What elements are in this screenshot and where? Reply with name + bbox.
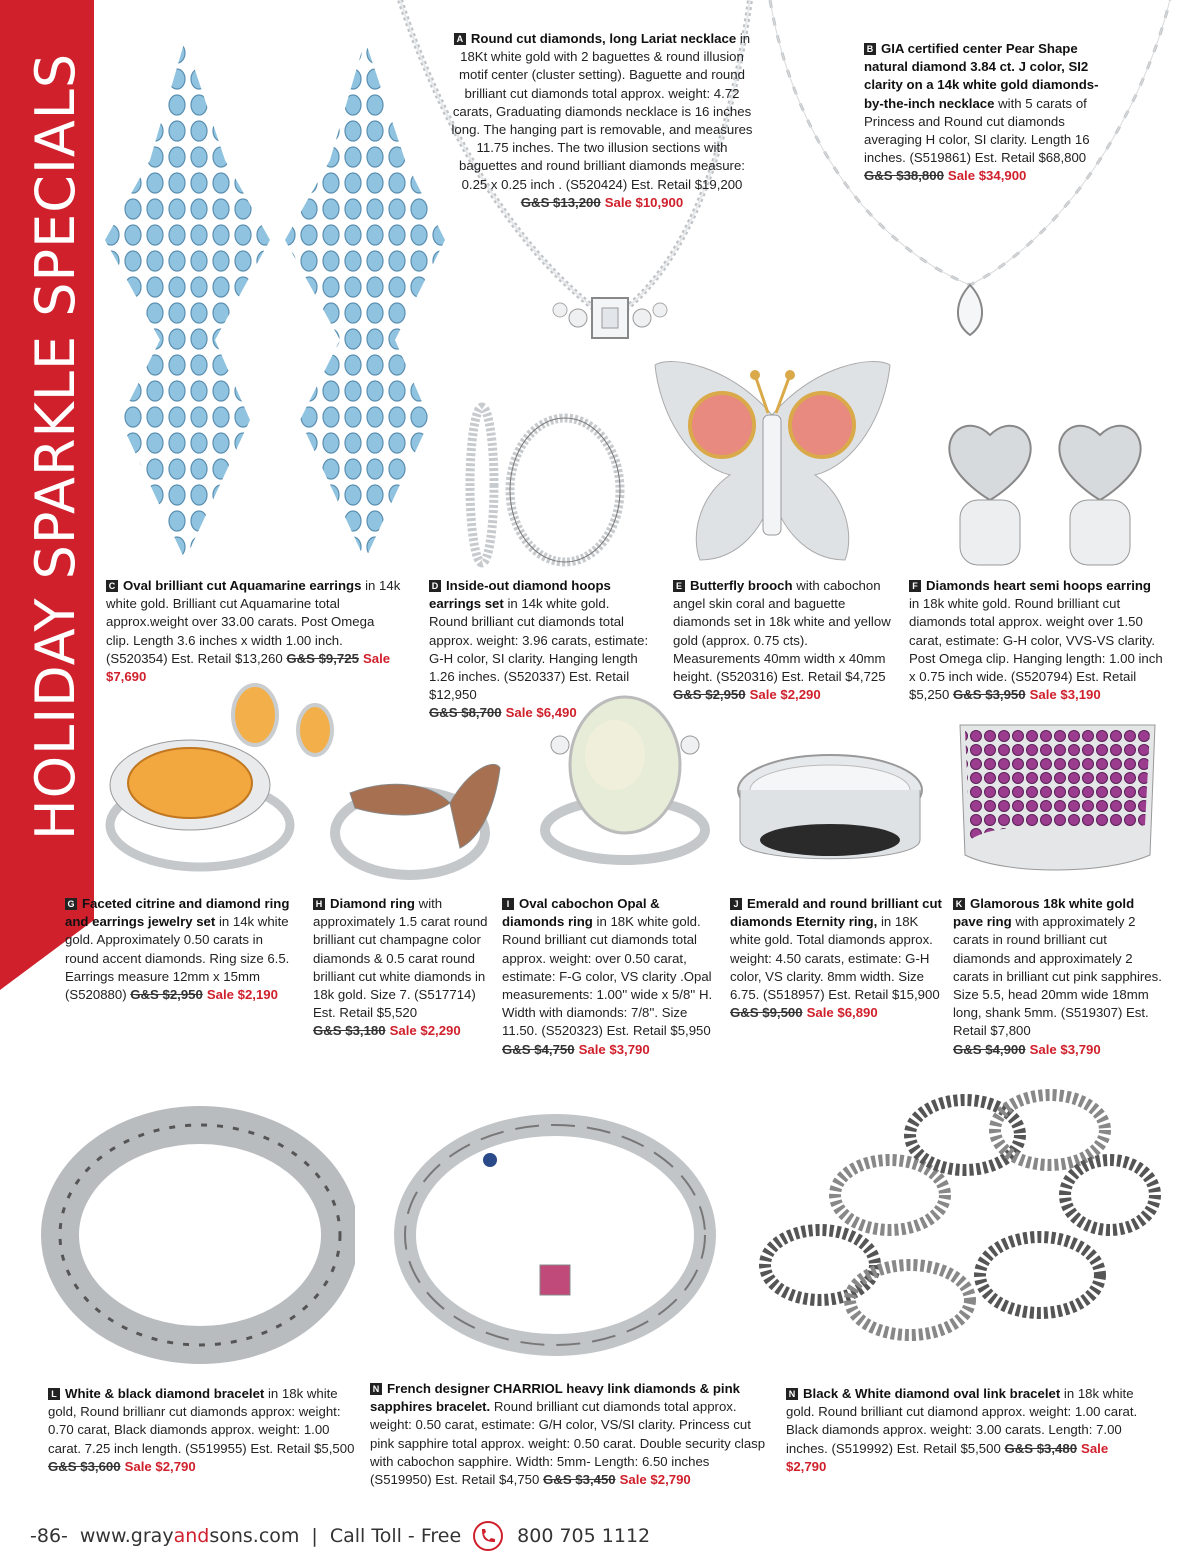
item-letter-badge: F [909, 580, 921, 592]
sale-price: Sale $3,790 [578, 1041, 650, 1057]
item-description-h [313, 895, 488, 1041]
item-letter-badge: G [65, 898, 77, 910]
gs-price: G&S $3,600 [48, 1458, 121, 1474]
item-name: Inside-out diamond hoops earrings set [429, 578, 611, 612]
item-description-a [446, 30, 758, 212]
item-details: in 18K white gold. Total diamonds approx. weight: 4.50 carats, estimate: G-H color, VS clarity. 8mm width. Size 6.75. (S518957) Est. Retail $15,900 [730, 914, 940, 1003]
sale-price: Sale $6,890 [806, 1005, 878, 1021]
phone-number[interactable]: 800 705 1112 [517, 1525, 651, 1547]
footer-separator: | [311, 1525, 318, 1547]
item-description-n-oval [786, 1385, 1151, 1476]
sale-price: Sale $2,190 [206, 987, 278, 1003]
item-details: in 14k white gold. Brilliant cut Aquamarine total approx.weight over 33.00 carats. Post Omega clip. Length 3.6 inches x width 1.00 inch. (S520354) Est. Retail $13,260 [106, 578, 401, 666]
item-description-k [953, 895, 1165, 1059]
item-description-c [106, 577, 401, 686]
call-label: Call Toll - Free [329, 1525, 462, 1547]
eternity-ring-image [735, 745, 925, 870]
gs-price: G&S $3,480 [1004, 1440, 1078, 1456]
item-name: Diamonds heart semi hoops earring [926, 578, 1151, 593]
item-description-d [429, 577, 651, 723]
gs-price: G&S $3,180 [313, 1023, 386, 1039]
sale-price: Sale $6,490 [505, 705, 577, 721]
item-name: White & black diamond bracelet [65, 1386, 265, 1401]
item-name: French designer CHARRIOL heavy link diamonds & pink sapphires bracelet. [370, 1381, 740, 1415]
heart-earrings-image [940, 415, 1155, 575]
citrine-ring-set-image [100, 675, 335, 880]
sale-price: Sale $7,690 [106, 650, 391, 685]
item-details: in 18Kt white gold with 2 baguettes & round illusion motif center (cluster setting). Baguette and round brilliant cut diamonds total approx. weight: 4.72 carats, Graduating diamonds necklace is 16 inches long. The hanging part is removable, and measures 11.75 inches. The two illusion sections with baguettes and round brilliant diamonds measure: 0.25 x 0.25 inch . (S520424) Est. Retail $19,200 [451, 31, 753, 192]
sale-price: Sale $2,290 [389, 1023, 461, 1039]
gs-price: G&S $13,200 [520, 194, 601, 210]
item-name: Black & White diamond oval link bracelet [803, 1386, 1061, 1401]
item-description-i [502, 895, 714, 1059]
item-letter-badge: N [370, 1383, 382, 1395]
item-letter-badge: C [106, 580, 118, 592]
sale-price: Sale $2,290 [749, 687, 821, 703]
side-title: HOLIDAY SPARKLE SPECIALS [24, 52, 87, 840]
item-letter-badge: H [313, 898, 325, 910]
item-description-f [909, 577, 1164, 704]
item-letter-badge: E [673, 580, 685, 592]
gs-price: G&S $2,950 [673, 687, 746, 703]
item-details: with approximately 1.5 carat round brilliant cut champagne color diamonds & 0.5 carat round brilliant cut white diamonds in 18k gold. Size 7. (S517714) Est. Retail $5,520 [313, 896, 488, 1021]
sale-price: Sale $2,790 [124, 1458, 196, 1474]
item-name: Faceted citrine and diamond ring and earrings jewelry set [65, 896, 290, 930]
website-link[interactable] [80, 1525, 300, 1547]
item-description-g [65, 895, 290, 1004]
site-prefix: www.gray [79, 1525, 174, 1547]
item-name: Glamorous 18k white gold pave ring [953, 896, 1135, 930]
item-details: with cabochon angel skin coral and baguette diamonds set in 18k white and yellow gold (approx. 0.75 cts). Measurements 40mm width x 40mm height. (S520316) Est. Retail $4,725 [673, 578, 891, 685]
item-details: with approximately 2 carats in round brilliant cut diamonds and approximately 2 carats in brilliant cut pink sapphires. Size 5.5, head 20mm wide 18mm long, shank 5mm. (S519307) Est. Retail $7,800 [953, 914, 1162, 1039]
item-description-j [730, 895, 945, 1022]
oval-link-bracelet-image [750, 1075, 1170, 1360]
item-letter-badge: B [864, 43, 876, 55]
pink-sapphire-pave-ring-image [955, 715, 1160, 880]
site-suffix: sons.com [209, 1525, 300, 1547]
item-name: Oval brilliant cut Aquamarine earrings [123, 578, 362, 593]
item-name: GIA certified center Pear Shape natural diamond 3.84 ct. J color, SI2 clarity on a 14k white gold diamonds-by-the-inch necklace [864, 41, 1099, 111]
gs-price: G&S $9,500 [730, 1005, 803, 1021]
item-details: in 18K white gold. Round brilliant cut diamonds total approx. weight: over 0.50 carat, estimate: F-G color, VS clarity .Opal measurements: 1.00'' wide x 5/8'' H. Width with diamonds: 7/8''. Size 11.50. (S520323) Est. Retail $5,950 [502, 914, 713, 1039]
gs-price: G&S $38,800 [864, 168, 944, 184]
item-description-b [864, 40, 1100, 186]
gs-price: G&S $3,450 [543, 1472, 616, 1488]
item-name: Emerald and round brilliant cut diamonds Eternity ring, [730, 896, 942, 930]
item-name: Butterfly brooch [690, 578, 793, 593]
item-details: in 14k white gold. Approximately 0.50 carats in round accent diamonds. Ring size 6.5. Earrings measure 12mm x 15mm (S520880) [65, 914, 290, 1003]
gs-price: G&S $8,700 [429, 705, 502, 721]
item-details: Round brilliant cut diamonds total approx. weight: 0.50 carat, estimate: G/H color, VS/SI clarity. Princess cut pink sapphire total approx. weight: 0.50 carat. Double security clasp with cabochon sapphire. Width: 5mm- Length: 6.50 inches (S519950) Est. Retail $4,750 [370, 1399, 766, 1488]
item-description-n-charriol [370, 1380, 770, 1489]
aquamarine-earrings-image [100, 40, 450, 570]
gs-price: G&S $4,900 [953, 1041, 1026, 1057]
item-details: in 18k white gold, Round brillianr cut diamonds approx: weight: 0.70 carat, Black diamonds approx. weight: 1.00 carat. 7.25 inch length. (S519955) Est. Retail $5,500 [48, 1386, 355, 1456]
champagne-diamond-ring-image [330, 748, 510, 883]
item-name: Round cut diamonds, long Lariat necklace [470, 31, 737, 46]
gs-price: G&S $9,725 [286, 650, 359, 666]
sale-price: Sale $3,190 [1029, 687, 1101, 703]
item-description-l [48, 1385, 358, 1476]
phone-icon [473, 1521, 503, 1551]
sale-price: Sale $2,790 [786, 1440, 1109, 1474]
item-details: in 18k white gold. Round brilliant cut diamonds total approx. weight over 1.50 carat, estimate: G-H color, VVS-VS clarity. Post Omega clip. Hanging length: 1.00 inch x 0.75 inch wide. (S520794) Est. Retail $5,250 [909, 596, 1163, 703]
item-letter-badge: N [786, 1388, 798, 1400]
page-number: -86- [30, 1525, 68, 1547]
item-details: with 5 carats of Princess and Round cut diamonds averaging H color, SI clarity. Length 16 inches. (S519861) Est. Retail $68,800 [864, 95, 1090, 166]
item-details: in 18k white gold. Round brilliant cut diamond approx. weight: 1.00 carat. Black diamonds approx. weight: 3.00 carats. Length: 7.00 inches. (S519992) Est. Retail $5,500 [786, 1386, 1138, 1456]
gs-price: G&S $3,950 [953, 687, 1026, 703]
item-description-e [673, 577, 895, 704]
item-letter-badge: I [502, 898, 514, 910]
site-and: and [173, 1525, 210, 1547]
item-letter-badge: K [953, 898, 965, 910]
page-footer [30, 1518, 662, 1554]
charriol-bracelet-image [390, 1090, 720, 1370]
item-name: Diamond ring [330, 896, 415, 911]
item-details: in 14k white gold. Round brilliant cut diamonds total approx. weight: 3.96 carats, estimate: G-H color, SI clarity. Hanging length 1.26 inches. (S520337) Est. Retail $12,950 [429, 596, 649, 703]
black-white-diamond-bracelet-image [40, 1100, 355, 1370]
item-name: Oval cabochon Opal & diamonds ring [502, 896, 660, 930]
sale-price: Sale $3,790 [1029, 1041, 1101, 1057]
sale-price: Sale $34,900 [947, 168, 1027, 184]
item-letter-badge: A [454, 33, 466, 45]
sale-price: Sale $2,790 [619, 1472, 691, 1488]
item-letter-badge: D [429, 580, 441, 592]
gs-price: G&S $2,950 [130, 987, 203, 1003]
item-letter-badge: L [48, 1388, 60, 1400]
butterfly-brooch-image [650, 355, 895, 570]
diamond-hoops-image [460, 400, 630, 575]
gs-price: G&S $4,750 [502, 1041, 575, 1057]
sale-price: Sale $10,900 [604, 194, 684, 210]
item-letter-badge: J [730, 898, 742, 910]
